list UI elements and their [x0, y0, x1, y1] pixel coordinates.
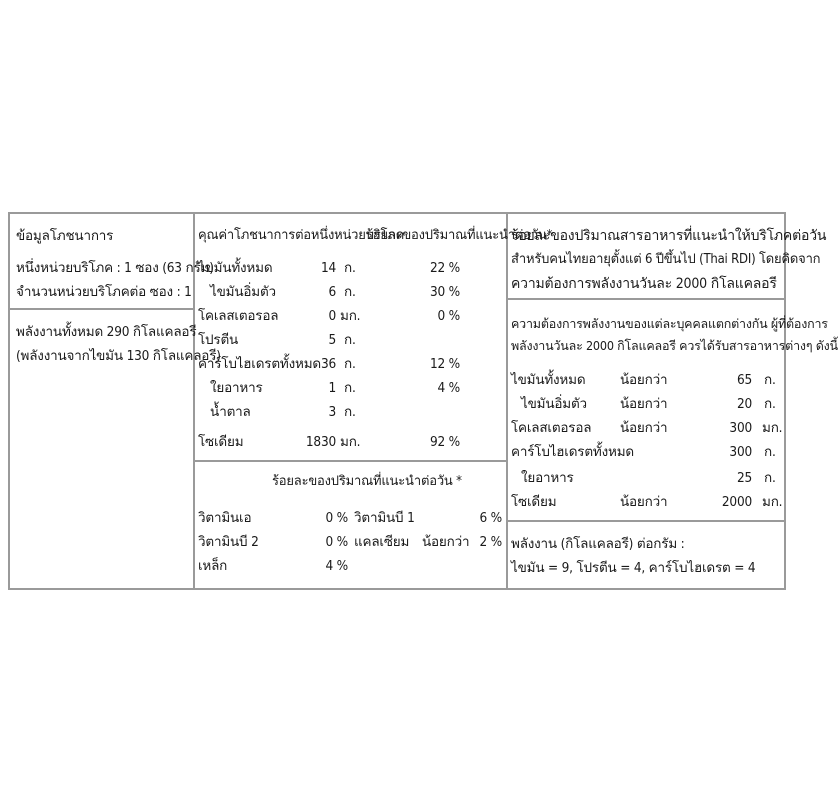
divider-col3-needs	[508, 298, 784, 300]
rdi-qualifier: น้อยกว่า	[620, 494, 668, 510]
nutrient-pct: 12 %	[429, 356, 460, 372]
rdi-qualifier: น้อยกว่า	[620, 372, 668, 388]
nutrient-amount: 1830	[305, 434, 336, 450]
serving-size: หนึ่งหน่วยบริโภค : 1 ซอง (63 กรัม)	[16, 260, 214, 276]
nutrient-name: ไขมันทั้งหมด	[198, 260, 273, 276]
energy-values: ไขมัน = 9, โปรตีน = 4, คาร์โบไฮเดรต = 4	[511, 560, 756, 576]
nutrient-amount: 5	[328, 332, 336, 348]
rdi-intro-line2: สำหรับคนไทยอายุตั้งแต่ 6 ปีขึ้นไป (Thai RDI) โดยคิดจาก	[511, 252, 821, 267]
rdi-unit: ก.	[764, 470, 776, 486]
nutrient-unit: มก.	[340, 434, 361, 450]
rdi-amount: 65	[736, 372, 752, 388]
vitamin-name: วิตามินเอ	[198, 510, 252, 526]
rdi-unit: มก.	[762, 420, 783, 436]
nutrient-unit: ก.	[344, 260, 356, 276]
rdi-amount: 25	[736, 470, 752, 486]
nutrient-unit: ก.	[344, 404, 356, 420]
rdi-amount: 300	[729, 444, 752, 460]
rdi-name: ไขมันอิ่มตัว	[521, 396, 587, 412]
nutrient-amount: 36	[320, 356, 336, 372]
vitamin-pct: 0 %	[325, 534, 348, 550]
energy-from-fat: (พลังงานจากไขมัน 130 กิโลแคลอรี)	[16, 348, 221, 364]
nutrient-name: คาร์โบไฮเดรตทั้งหมด	[198, 356, 321, 372]
nutrient-pct: 92 %	[429, 434, 460, 450]
rdi-intro-line1: ร้อยละของปริมาณสารอาหารที่แนะนำให้บริโภคต่อวัน	[511, 228, 827, 244]
nutrient-amount: 1	[328, 380, 336, 396]
nutrient-pct: 22 %	[429, 260, 460, 276]
servings-per-container: จำนวนหน่วยบริโภคต่อ ซอง : 1	[16, 284, 192, 300]
total-energy: พลังงานทั้งหมด 290 กิโลแคลอรี	[16, 324, 197, 340]
nutrient-name: ไขมันอิ่มตัว	[210, 284, 276, 300]
rdi-name: ไขมันทั้งหมด	[511, 372, 586, 388]
divider-col3	[506, 214, 508, 588]
nutrient-amount: 0	[328, 308, 336, 324]
rdi-intro-line3: ความต้องการพลังงานวันละ 2000 กิโลแคลอรี	[511, 276, 777, 292]
vitamin-name: เหล็ก	[198, 558, 228, 574]
vitamin-name: วิตามินบี 1	[354, 510, 415, 526]
label-title: ข้อมูลโภชนาการ	[16, 228, 114, 244]
rdi-name: โคเลสเตอรอล	[511, 420, 592, 436]
rdi-name: คาร์โบไฮเดรตทั้งหมด	[511, 444, 634, 460]
divider-col2-vitamins	[194, 460, 506, 462]
nutrient-name: โซเดียม	[198, 434, 244, 450]
rdi-unit: ก.	[764, 396, 776, 412]
pct-daily-header: ร้อยละของปริมาณที่แนะนำต่อวัน*	[366, 228, 553, 243]
vitamin-pct: 4 %	[325, 558, 348, 574]
nutrient-unit: ก.	[344, 356, 356, 372]
rdi-name: ใยอาหาร	[521, 470, 574, 486]
nutrient-unit: ก.	[344, 284, 356, 300]
nutrient-pct: 4 %	[437, 380, 460, 396]
nutrient-name: โปรตีน	[198, 332, 239, 348]
needs-line1: ความต้องการพลังงานของแต่ละบุคคลแตกต่างกัน ผู้ที่ต้องการ	[511, 316, 828, 331]
rdi-qualifier: น้อยกว่า	[620, 396, 668, 412]
rdi-name: โซเดียม	[511, 494, 557, 510]
per-serving-header: คุณค่าโภชนาการต่อหนึ่งหน่วยบริโภค	[198, 228, 405, 243]
vitamin-qualifier: น้อยกว่า	[422, 534, 470, 550]
nutrient-name: ใยอาหาร	[210, 380, 263, 396]
rdi-qualifier: น้อยกว่า	[620, 420, 668, 436]
nutrient-unit: มก.	[340, 308, 361, 324]
vitamin-name: วิตามินบี 2	[198, 534, 259, 550]
nutrient-pct: 0 %	[437, 308, 460, 324]
nutrient-name: น้ำตาล	[210, 404, 251, 420]
rdi-amount: 2000	[721, 494, 752, 510]
nutrient-name: โคเลสเตอรอล	[198, 308, 279, 324]
nutrient-amount: 6	[328, 284, 336, 300]
nutrient-amount: 14	[320, 260, 336, 276]
nutrient-unit: ก.	[344, 380, 356, 396]
nutrition-label	[8, 212, 838, 590]
rdi-amount: 20	[736, 396, 752, 412]
vitamin-pct: 0 %	[325, 510, 348, 526]
needs-line2: พลังงานวันละ 2000 กิโลแคลอรี ควรได้รับสารอาหารต่างๆ ดังนี้	[511, 338, 838, 353]
rdi-unit: มก.	[762, 494, 783, 510]
rdi-unit: ก.	[764, 444, 776, 460]
divider-col3-energy	[508, 520, 784, 522]
energy-per-gram: พลังงาน (กิโลแคลอรี) ต่อกรัม :	[511, 536, 685, 552]
rdi-amount: 300	[729, 420, 752, 436]
vitamin-pct: 2 %	[479, 534, 502, 550]
divider-col1-serving	[10, 308, 194, 310]
vitamin-name: แคลเซียม	[354, 534, 410, 550]
rdi-unit: ก.	[764, 372, 776, 388]
nutrient-amount: 3	[328, 404, 336, 420]
vitamin-pct: 6 %	[479, 510, 502, 526]
vitamin-header: ร้อยละของปริมาณที่แนะนำต่อวัน *	[272, 474, 462, 489]
nutrient-unit: ก.	[344, 332, 356, 348]
nutrient-pct: 30 %	[429, 284, 460, 300]
